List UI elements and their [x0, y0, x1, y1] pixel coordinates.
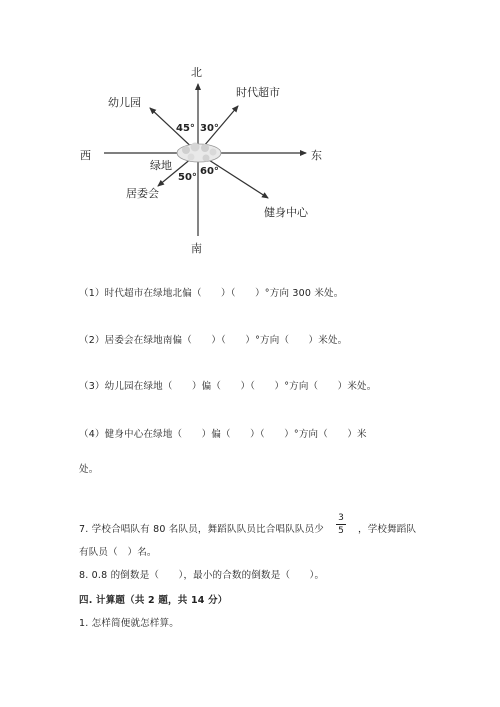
fraction-numerator: 3 — [338, 513, 344, 523]
question-2: （2）居委会在绿地南偏（ ）（ ）°方向（ ）米处。 — [79, 335, 348, 346]
label-committee: 居委会 — [126, 187, 159, 200]
label-west: 西 — [80, 149, 91, 162]
question-4-line2: 处。 — [79, 464, 99, 475]
section-item-1: 1. 怎样简便就怎样算。 — [79, 618, 179, 629]
angle-ne: 30° — [200, 123, 219, 134]
label-center: 绿地 — [150, 159, 172, 172]
fraction-three-fifths — [336, 513, 346, 536]
label-kindergarten: 幼儿园 — [108, 96, 141, 109]
label-south: 南 — [191, 242, 202, 255]
label-supermarket: 时代超市 — [236, 86, 280, 99]
fraction-denominator: 5 — [338, 526, 344, 536]
angle-sw: 50° — [178, 172, 197, 183]
question-3: （3）幼儿园在绿地（ ）偏（ ）（ ）°方向（ ）米处。 — [79, 381, 377, 392]
angle-se: 60° — [200, 166, 219, 177]
question-7-part1: 7. 学校合唱队有 80 名队员，舞蹈队队员比合唱队队员少 — [79, 524, 325, 535]
question-8: 8. 0.8 的倒数是（ ），最小的合数的倒数是（ ）。 — [79, 570, 325, 581]
green-area-icon — [177, 143, 221, 163]
label-fitness: 健身中心 — [264, 206, 308, 219]
fraction-bar — [336, 524, 346, 525]
label-north: 北 — [191, 66, 202, 79]
question-1: （1）时代超市在绿地北偏（ ）（ ）°方向 300 米处。 — [79, 288, 344, 299]
section-heading: 四. 计算题（共 2 题，共 14 分） — [79, 595, 228, 606]
angle-nw: 45° — [176, 123, 195, 134]
question-7-part2: ，学校舞蹈队 — [358, 524, 417, 535]
label-east: 东 — [311, 149, 322, 162]
question-7-line2: 有队员（ ）名。 — [79, 547, 157, 558]
question-4-line1: （4）健身中心在绿地（ ）偏（ ）（ ）°方向（ ）米 — [79, 429, 367, 440]
